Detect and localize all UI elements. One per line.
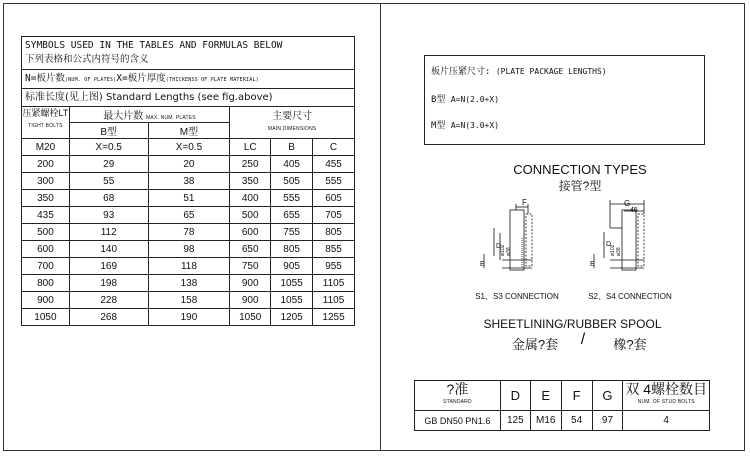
flange-plate [638, 214, 644, 266]
dim-e-left: E [480, 261, 485, 268]
table-cell: 605 [313, 190, 355, 207]
table-cell: 228 [69, 292, 148, 309]
table-cell: 455 [313, 156, 355, 173]
dim-f: F [522, 198, 527, 207]
table-cell: 55 [69, 173, 148, 190]
table-row [22, 241, 355, 258]
s2-s4-connection-label: S2、S4 CONNECTION [588, 292, 672, 301]
table-cell: 650 [230, 241, 271, 258]
connection-types-title: CONNECTION TYPES [513, 162, 647, 177]
e-value: M16 [530, 411, 561, 431]
standard-lengths-en: Standard Lengths (see fig.above) [106, 91, 273, 103]
standard-lengths-cn: 标准长度(见上图) [25, 91, 103, 103]
table-cell: 250 [230, 156, 271, 173]
standard-table [414, 380, 710, 431]
table-cell: 1055 [271, 292, 313, 309]
table-cell: 78 [148, 224, 230, 241]
table-cell: 68 [69, 190, 148, 207]
table-cell: 112 [69, 224, 148, 241]
dim-g: G [624, 199, 631, 208]
table-row [22, 224, 355, 241]
table-cell: 268 [69, 309, 148, 326]
table-cell: 955 [313, 258, 355, 275]
table-cell: 51 [148, 190, 230, 207]
standard-lengths-row [22, 89, 355, 107]
sheet-divider [380, 3, 381, 451]
table-cell: 190 [148, 309, 230, 326]
table-cell: 505 [271, 173, 313, 190]
b-type-formula: A=N(2.0+X) [450, 95, 500, 104]
main-dimensions-header-en: MAIN DIMENSIONS [267, 125, 317, 132]
standard-header-cn: ?准 [446, 380, 469, 397]
tight-bolts-header: 压紧螺栓LT [22, 108, 69, 118]
x-definition-en: (THICKENSS OF PLATE MATERIAL) [165, 76, 259, 83]
table-cell: 350 [22, 190, 70, 207]
table-cell: 140 [69, 241, 148, 258]
table-cell: 405 [271, 156, 313, 173]
table-cell: 500 [22, 224, 70, 241]
n-definition: N=板片数 [25, 72, 65, 84]
tight-bolts-header-en: TIGHT BOLTS [28, 123, 63, 129]
s2-s4-connection-drawing [580, 198, 670, 288]
dim-phi38-left: ø38 [506, 247, 512, 256]
m-type-header: M型 [148, 123, 230, 139]
table-cell: 900 [230, 275, 271, 292]
table-row [22, 207, 355, 224]
table-row [22, 309, 355, 326]
table-cell: 600 [230, 224, 271, 241]
thickness-row [22, 139, 355, 156]
m-type-formula: A=N(3.0+X) [450, 121, 500, 130]
dim-d-left: D [496, 243, 502, 250]
main-dimensions-header: 主要尺寸 [272, 110, 313, 122]
sheetlining-title: SHEETLINING/RUBBER SPOOL [483, 317, 662, 331]
table-cell: 500 [230, 207, 271, 224]
dim-phi102-left: ø102 [500, 244, 506, 256]
table-cell: 38 [148, 173, 230, 190]
f-value: 54 [561, 411, 592, 431]
table-cell: 198 [69, 275, 148, 292]
dim-d-right: D [606, 241, 612, 248]
table-cell: 555 [271, 190, 313, 207]
table-cell: 29 [69, 156, 148, 173]
plate-package-box [424, 55, 705, 145]
standard-value: GB DN50 PN1.6 [415, 411, 501, 431]
max-plates-header: 最大片数 [103, 111, 144, 122]
table-cell: 93 [69, 207, 148, 224]
d-column-header: D [500, 381, 530, 411]
plate-package-title-cn: 板片压紧尺寸: [431, 67, 491, 77]
table-cell: 118 [148, 258, 230, 275]
table-cell: 600 [22, 241, 70, 258]
table-cell: 705 [313, 207, 355, 224]
flange-plate [526, 214, 532, 266]
b-type-formula-line [431, 92, 499, 105]
s1-s3-connection-drawing [470, 198, 560, 288]
lc-header: LC [230, 139, 271, 156]
table-row [22, 173, 355, 190]
b-type-label: B型 [431, 95, 446, 105]
table-cell: 1050 [22, 309, 70, 326]
symbol-definitions-row [22, 70, 355, 89]
table-cell: 1205 [271, 309, 313, 326]
table-cell: 700 [22, 258, 70, 275]
symbols-heading-en: SYMBOLS USED IN THE TABLES AND FORMULAS BELOW [25, 40, 283, 51]
table-cell: 855 [313, 241, 355, 258]
table-cell: 555 [313, 173, 355, 190]
g-column-header: G [592, 381, 623, 411]
table-cell: 435 [22, 207, 70, 224]
stud-bolts-value: 4 [623, 411, 710, 431]
table-cell: 1050 [230, 309, 271, 326]
table-row [22, 190, 355, 207]
dim-phi38-right: ø38 [616, 247, 622, 256]
b-header: B [271, 139, 313, 156]
g-value: 97 [592, 411, 623, 431]
table-cell: 755 [271, 224, 313, 241]
standard-header-row [415, 381, 710, 411]
m-type-thickness: X=0.5 [148, 139, 230, 156]
table-cell: 800 [22, 275, 70, 292]
table-cell: 98 [148, 241, 230, 258]
bolt-size: M20 [22, 139, 70, 156]
table-cell: 138 [148, 275, 230, 292]
table-cell: 1055 [271, 275, 313, 292]
b-type-header: B型 [69, 123, 148, 139]
standard-value-row [415, 411, 710, 431]
dim-phi102-right: ø102 [610, 244, 616, 256]
table-cell: 300 [22, 173, 70, 190]
d-value: 125 [500, 411, 530, 431]
m-type-label: M型 [431, 121, 446, 131]
table-cell: 805 [313, 224, 355, 241]
symbols-heading-cn: 下列表格和公式内符号的含义 [25, 54, 149, 65]
c-header: C [313, 139, 355, 156]
table-cell: 750 [230, 258, 271, 275]
x-definition: X=板片厚度 [116, 72, 166, 84]
m-type-formula-line [431, 118, 499, 131]
table-cell: 65 [148, 207, 230, 224]
table-cell: 1255 [313, 309, 355, 326]
s1-s3-connection-label: S1、S3 CONNECTION [475, 292, 559, 301]
table-cell: 905 [271, 258, 313, 275]
metal-liner-label: 金属?套 [511, 337, 559, 352]
table-row [22, 258, 355, 275]
n-definition-en: (NUM. OF PLATES) [64, 76, 117, 83]
dim-45: 45 [630, 207, 638, 214]
plate-package-title [431, 64, 607, 77]
table-cell: 900 [22, 292, 70, 309]
e-column-header: E [530, 381, 561, 411]
column-header-row [22, 107, 355, 123]
table-cell: 900 [230, 292, 271, 309]
dimensions-table [21, 36, 355, 326]
plate-package-title-en: (PLATE PACKAGE LENGTHS) [495, 67, 607, 76]
table-cell: 1105 [313, 292, 355, 309]
stud-bolts-header-en: NUM. OF STUD BOLTS [637, 398, 695, 405]
symbols-header-row [22, 37, 355, 70]
table-row [22, 292, 355, 309]
data-rows [22, 156, 355, 326]
connection-types-title-cn: 接管?型 [558, 179, 602, 193]
standard-header-en: STANDARD [443, 398, 472, 405]
table-cell: 805 [271, 241, 313, 258]
table-cell: 20 [148, 156, 230, 173]
rubber-liner-label: 橡?套 [613, 337, 647, 352]
stud-bolts-header-cn: 双 4螺栓数目 [625, 380, 708, 397]
table-row [22, 275, 355, 292]
b-type-thickness: X=0.5 [69, 139, 148, 156]
max-plates-header-en: MAX. NUM. PLATES [146, 115, 196, 121]
table-cell: 655 [271, 207, 313, 224]
table-cell: 400 [230, 190, 271, 207]
dim-e-right: E [590, 261, 595, 268]
table-cell: 158 [148, 292, 230, 309]
f-column-header: F [561, 381, 592, 411]
table-cell: 200 [22, 156, 70, 173]
flange-outline [622, 210, 636, 270]
table-cell: 350 [230, 173, 271, 190]
table-cell: 169 [69, 258, 148, 275]
liner-separator: / [580, 331, 586, 348]
table-cell: 1105 [313, 275, 355, 292]
table-row [22, 156, 355, 173]
